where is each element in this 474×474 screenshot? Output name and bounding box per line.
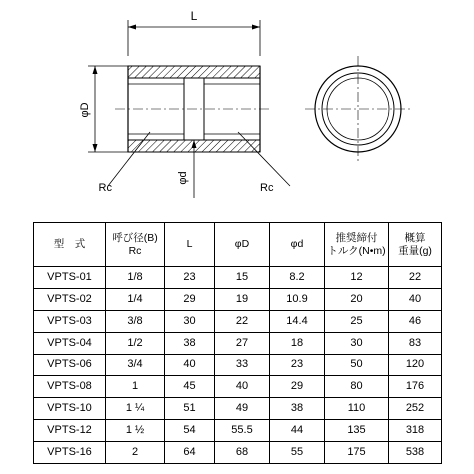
cell-inner-diameter: 14.4 [270, 310, 325, 332]
cell-outer-diameter: 55.5 [215, 420, 270, 442]
table-row [34, 376, 442, 398]
header-weight: 概算 重量(g) [389, 223, 442, 267]
cell-weight: 83 [389, 332, 442, 354]
cell-model: VPTS-02 [34, 288, 106, 310]
socket-technical-drawing [0, 0, 474, 215]
cell-length: 30 [165, 310, 215, 332]
cell-length: 38 [165, 332, 215, 354]
thread-label-right: Rc [260, 182, 274, 194]
cell-length: 23 [165, 267, 215, 289]
table-row [34, 288, 442, 310]
cell-torque: 30 [325, 332, 389, 354]
cell-nominal-size: 1 ¼ [106, 398, 165, 420]
table-row [34, 267, 442, 289]
cell-nominal-size: 3/4 [106, 354, 165, 376]
cell-nominal-size: 1 ½ [106, 420, 165, 442]
cell-nominal-size: 2 [106, 442, 165, 464]
table-header-row [34, 223, 442, 267]
cell-model: VPTS-12 [34, 420, 106, 442]
cell-length: 54 [165, 420, 215, 442]
cell-model: VPTS-08 [34, 376, 106, 398]
cell-nominal-size: 1/4 [106, 288, 165, 310]
table-row [34, 354, 442, 376]
cell-inner-diameter: 8.2 [270, 267, 325, 289]
table-row [34, 398, 442, 420]
cell-outer-diameter: 49 [215, 398, 270, 420]
cell-torque: 20 [325, 288, 389, 310]
cell-nominal-size: 3/8 [106, 310, 165, 332]
cell-weight: 22 [389, 267, 442, 289]
header-nominal-size: 呼び径(B) Rc [106, 223, 165, 267]
cell-torque: 25 [325, 310, 389, 332]
cell-inner-diameter: 29 [270, 376, 325, 398]
cell-length: 29 [165, 288, 215, 310]
thread-label-left: Rc [98, 182, 112, 194]
cell-model: VPTS-01 [34, 267, 106, 289]
cell-inner-diameter: 55 [270, 442, 325, 464]
cell-outer-diameter: 27 [215, 332, 270, 354]
table-row [34, 310, 442, 332]
cell-length: 64 [165, 442, 215, 464]
header-outer-diameter: φD [215, 223, 270, 267]
cell-model: VPTS-16 [34, 442, 106, 464]
table-row [34, 442, 442, 464]
cell-outer-diameter: 15 [215, 267, 270, 289]
cell-torque: 175 [325, 442, 389, 464]
cell-weight: 176 [389, 376, 442, 398]
socket-end-view [305, 56, 411, 162]
inner-diameter-label: φd [177, 171, 189, 185]
cell-torque: 12 [325, 267, 389, 289]
cell-inner-diameter: 18 [270, 332, 325, 354]
cell-torque: 110 [325, 398, 389, 420]
cell-outer-diameter: 22 [215, 310, 270, 332]
cell-weight: 40 [389, 288, 442, 310]
cell-inner-diameter: 10.9 [270, 288, 325, 310]
header-model: 型 式 [34, 223, 106, 267]
cell-nominal-size: 1/8 [106, 267, 165, 289]
cell-weight: 252 [389, 398, 442, 420]
cell-inner-diameter: 44 [270, 420, 325, 442]
socket-side-section [115, 66, 272, 152]
cell-model: VPTS-06 [34, 354, 106, 376]
table-row [34, 420, 442, 442]
cell-torque: 135 [325, 420, 389, 442]
header-inner-diameter: φd [270, 223, 325, 267]
cell-torque: 80 [325, 376, 389, 398]
cell-model: VPTS-03 [34, 310, 106, 332]
cell-model: VPTS-04 [34, 332, 106, 354]
cell-model: VPTS-10 [34, 398, 106, 420]
cell-weight: 538 [389, 442, 442, 464]
cell-length: 45 [165, 376, 215, 398]
cell-nominal-size: 1 [106, 376, 165, 398]
cell-outer-diameter: 68 [215, 442, 270, 464]
specification-table [33, 222, 442, 464]
outer-diameter-label: φD [79, 102, 91, 118]
cell-nominal-size: 1/2 [106, 332, 165, 354]
cell-outer-diameter: 40 [215, 376, 270, 398]
cell-inner-diameter: 23 [270, 354, 325, 376]
cell-inner-diameter: 38 [270, 398, 325, 420]
cell-outer-diameter: 33 [215, 354, 270, 376]
cell-length: 51 [165, 398, 215, 420]
cell-length: 40 [165, 354, 215, 376]
table-row [34, 332, 442, 354]
cell-weight: 318 [389, 420, 442, 442]
cell-outer-diameter: 19 [215, 288, 270, 310]
cell-torque: 50 [325, 354, 389, 376]
cell-weight: 46 [389, 310, 442, 332]
header-torque: 推奨締付 トルク(N•m) [325, 223, 389, 267]
length-dimension [128, 9, 260, 56]
header-length: L [165, 223, 215, 267]
length-label: L [190, 9, 198, 23]
cell-weight: 120 [389, 354, 442, 376]
